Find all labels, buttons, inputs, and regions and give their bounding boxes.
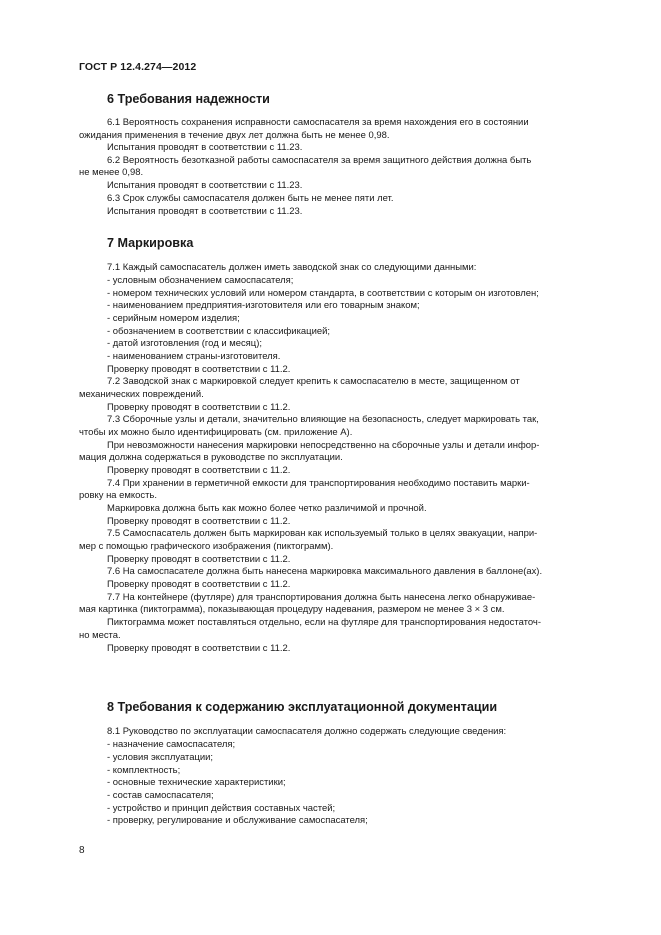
s7-line-16: мация должна содержаться в руководстве по эксплуатации. — [79, 452, 343, 463]
s7-line-23: мер с помощью графического изображения (пиктограмм). — [79, 541, 334, 552]
s7-line-30: но места. — [79, 630, 121, 641]
s7-line-27: 7.7 На контейнере (футляре) для транспортирования должна быть нанесена легко обнаруживае- — [107, 592, 536, 603]
s6-line-2: ожидания применения в течение двух лет должна быть не менее 0,98. — [79, 130, 390, 141]
s7-line-18: 7.4 При хранении в герметичной емкости для транспортирования необходимо поставить марки- — [107, 478, 530, 489]
s7-line-19: ровку на емкость. — [79, 490, 157, 501]
s8-line-6: - состав самоспасателя; — [107, 790, 214, 801]
s6-line-3: Испытания проводят в соответствии с 11.23. — [107, 142, 303, 153]
s7-line-6: - обозначением в соответствии с классификацией; — [107, 326, 330, 337]
s7-line-5: - серийным номером изделия; — [107, 313, 240, 324]
s8-line-1: 8.1 Руководство по эксплуатации самоспасателя должно содержать следующие сведения: — [107, 726, 507, 737]
s6-line-6: Испытания проводят в соответствии с 11.23. — [107, 180, 303, 191]
section-8-title: 8 Требования к содержанию эксплуатационной документации — [107, 700, 498, 714]
s7-line-13: 7.3 Сборочные узлы и детали, значительно влияющие на безопасность, следует маркировать так, — [107, 414, 539, 425]
s8-line-4: - комплектность; — [107, 765, 181, 776]
s8-line-3: - условия эксплуатации; — [107, 752, 214, 763]
s7-line-15: При невозможности нанесения маркировки непосредственно на сборочные узлы и детали инфор- — [107, 440, 540, 451]
s6-line-4: 6.2 Вероятность безотказной работы самоспасателя за время защитного действия должна быть — [107, 155, 532, 166]
s7-line-17: Проверку проводят в соответствии с 11.2. — [107, 465, 291, 476]
s7-line-14: чтобы их можно было идентифицировать (см. приложение А). — [79, 427, 353, 438]
page-number: 8 — [79, 845, 85, 856]
s7-line-20: Маркировка должна быть как можно более четко различимой и прочной. — [107, 503, 427, 514]
s7-line-22: 7.5 Самоспасатель должен быть маркирован как используемый только в целях эвакуации, напри- — [107, 528, 538, 539]
s8-line-7: - устройство и принцип действия составных частей; — [107, 803, 336, 814]
s7-line-11: механических повреждений. — [79, 389, 204, 400]
s6-line-5: не менее 0,98. — [79, 167, 144, 178]
s8-line-8: - проверку, регулирование и обслуживание самоспасателя; — [107, 815, 368, 826]
s7-line-31: Проверку проводят в соответствии с 11.2. — [107, 643, 291, 654]
s6-line-8: Испытания проводят в соответствии с 11.23. — [107, 206, 303, 217]
section-6-title: 6 Требования надежности — [107, 92, 270, 106]
s6-line-7: 6.3 Срок службы самоспасателя должен быть не менее пяти лет. — [107, 193, 394, 204]
s8-line-2: - назначение самоспасателя; — [107, 739, 236, 750]
s7-line-12: Проверку проводят в соответствии с 11.2. — [107, 402, 291, 413]
s7-line-8: - наименованием страны-изготовителя. — [107, 351, 281, 362]
s7-line-9: Проверку проводят в соответствии с 11.2. — [107, 364, 291, 375]
s7-line-4: - наименованием предприятия-изготовителя или его товарным знаком; — [107, 300, 420, 311]
s7-line-10: 7.2 Заводской знак с маркировкой следует крепить к самоспасателю в месте, защищенном от — [107, 376, 520, 387]
s7-line-29: Пиктограмма может поставляться отдельно, если на футляре для транспортирования недостаточ- — [107, 617, 541, 628]
s6-line-1: 6.1 Вероятность сохранения исправности самоспасателя за время нахождения его в состоянии — [107, 117, 529, 128]
s7-line-26: Проверку проводят в соответствии с 11.2. — [107, 579, 291, 590]
s8-line-5: - основные технические характеристики; — [107, 777, 286, 788]
section-7-title: 7 Маркировка — [107, 236, 194, 250]
s7-line-1: 7.1 Каждый самоспасатель должен иметь заводской знак со следующими данными: — [107, 262, 477, 273]
s7-line-21: Проверку проводят в соответствии с 11.2. — [107, 516, 291, 527]
document-header: ГОСТ Р 12.4.274—2012 — [79, 61, 197, 73]
s7-line-25: 7.6 На самоспасателе должна быть нанесена маркировка максимального давления в баллоне(ах). — [107, 566, 543, 577]
s7-line-7: - датой изготовления (год и месяц); — [107, 338, 262, 349]
s7-line-24: Проверку проводят в соответствии с 11.2. — [107, 554, 291, 565]
s7-line-2: - условным обозначением самоспасателя; — [107, 275, 294, 286]
s7-line-28: мая картинка (пиктограмма), показывающая процедуру надевания, размером не менее 3 × 3 см. — [79, 604, 505, 615]
s7-line-3: - номером технических условий или номером стандарта, в соответствии с которым он изготовлен; — [107, 288, 539, 299]
